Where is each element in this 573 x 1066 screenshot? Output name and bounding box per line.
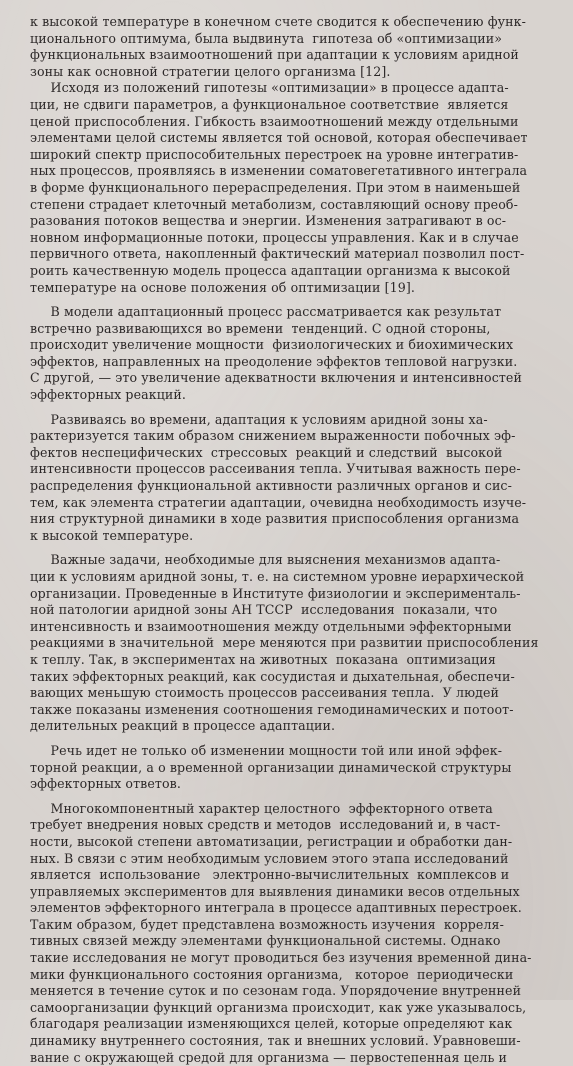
text-line: организации. Проведенные в Институте физиологии и эксперименталь- [30, 585, 521, 601]
text-line: ности, высокой степени автоматизации, регистрации и обработки дан- [30, 833, 513, 849]
text-line: происходит увеличение мощности физиологических и биохимических [30, 337, 514, 353]
text-line: рактеризуется таким образом снижением выраженности побочных эф- [30, 428, 516, 444]
text-line: управляемых экспериментов для выявления динамики весов отдельных [30, 883, 520, 899]
text-line: требует внедрения новых средств и методов исследований и, в част- [30, 817, 501, 833]
text-line: Развиваясь во времени, адаптация к условиям аридной зоны ха- [30, 411, 488, 427]
text-line: Многокомпонентный характер целостного эффекторного ответа [30, 800, 493, 816]
paragraph-important-tasks [30, 552, 563, 735]
text-line: Важные задачи, необходимые для выяснения механизмов адапта- [30, 552, 501, 568]
text-line: эффекторных ответов. [30, 776, 181, 792]
text-line: ных процессов, проявляясь в изменении соматовегетативного интеграла [30, 163, 528, 179]
text-line: функциональных взаимоотношений при адаптации к условиям аридной [30, 47, 519, 63]
paragraph-arid-zone-adaptation [30, 412, 563, 545]
text-line: элементов эффекторного интеграла в процессе адаптивных перестроек. [30, 900, 522, 916]
text-line: ных. В связи с этим необходимым условием этого этапа исследований [30, 850, 509, 866]
text-line: широкий спектр приспособительных перестроек на уровне интегратив- [30, 146, 519, 162]
text-line: мики функционального состояния организма, которое периодически [30, 966, 514, 982]
text-line: степени страдает клеточный метаболизм, составляющий основу преоб- [30, 196, 518, 212]
text-line: является использование электронно-вычислительных комплексов и [30, 867, 510, 883]
text-line: распределения функциональной активности различных органов и сис- [30, 478, 512, 494]
text-line: разования потоков вещества и энергии. Изменения затрагивают в ос- [30, 213, 507, 229]
text-line: эффектов, направленных на преодоление эффектов тепловой нагрузки. [30, 353, 518, 369]
paragraph-adaptation-model [30, 304, 563, 404]
text-line: эффекторных реакций. [30, 387, 187, 403]
text-line: зоны как основной стратегии целого организма [12]. [30, 63, 391, 79]
text-line: роить качественную модель процесса адаптации организма к высокой [30, 262, 511, 278]
text-line: Таким образом, будет представлена возможность изучения корреля- [30, 916, 504, 932]
text-line: ния структурной динамики в ходе развития приспособления организма [30, 511, 520, 527]
text-line: вающих меньшую стоимость процессов рассеивания тепла. У людей [30, 685, 500, 701]
text-line: реакциями в значительной мере меняются при развитии приспособления [30, 635, 539, 651]
text-line: ции, не сдвиги параметров, а функциональное соответствие является [30, 96, 509, 112]
text-line: ценой приспособления. Гибкость взаимоотношений между отдельными [30, 113, 519, 129]
text-line: первичного ответа, накопленный фактический материал позволил пост- [30, 246, 525, 262]
text-line: тивных связей между элементами функциональной системы. Однако [30, 933, 501, 949]
text-line: такие исследования не могут проводиться без изучения временной дина- [30, 950, 532, 966]
text-line: самоорганизации функций организма происходит, как уже указывалось, [30, 999, 527, 1015]
text-line: ционального оптимума, была выдвинута гипотеза об «оптимизации» [30, 30, 503, 46]
text-line: Исходя из положений гипотезы «оптимизации» в процессе адапта- [30, 80, 509, 96]
text-line: меняется в течение суток и по сезонам года. Упорядочение внутренней [30, 983, 522, 999]
text-line: торной реакции, а о временной организации динамической структуры [30, 759, 512, 775]
text-line: В модели адаптационный процесс рассматривается как результат [30, 304, 502, 320]
text-line: интенсивности процессов рассеивания тепла. Учитывая важность пере- [30, 461, 521, 477]
paragraph-temporal-organization [30, 743, 563, 793]
text-line: ной патологии аридной зоны АН ТССР исследования показали, что [30, 602, 498, 618]
text-line: делительных реакций в процессе адаптации. [30, 718, 336, 734]
paragraph-multicomponent-response [30, 801, 563, 1066]
text-line: С другой, — это увеличение адекватности включения и интенсивностей [30, 370, 522, 386]
text-line: ции к условиям аридной зоны, т. е. на системном уровне иерархической [30, 569, 525, 584]
text-line: динамику внутреннего состояния, так и внешних условий. Уравновеши- [30, 1033, 521, 1049]
paragraph-oxygen-optimum [30, 14, 563, 80]
text-line: благодаря реализации изменяющихся целей, которые определяют как [30, 1016, 513, 1032]
text-line: к высокой температуре. [30, 527, 194, 543]
text-line: температуре на основе положения об оптимизации [19]. [30, 279, 415, 295]
text-line: встречно развивающихся во времени тенденций. С одной стороны, [30, 320, 491, 336]
text-line: в форме функционального перераспределения. При этом в наименьшей [30, 179, 521, 195]
text-line: к высокой температуре в конечном счете сводится к обеспечению функ- [30, 14, 527, 29]
text-line: к теплу. Так, в экспериментах на животных показана оптимизация [30, 651, 496, 667]
text-line: вание с окружающей средой для организма — первостепенная цель и [30, 1049, 508, 1065]
paragraph-optimization-hypothesis [30, 80, 563, 296]
text-line: фектов неспецифических стрессовых реакций и следствий высокой [30, 444, 503, 460]
text-line: тем, как элемента стратегии адаптации, очевидна необходимость изуче- [30, 494, 527, 510]
text-line: элементами целой системы является той основой, которая обеспечивает [30, 130, 528, 146]
text-line: таких эффекторных реакций, как сосудистая и дыхательная, обеспечи- [30, 668, 515, 684]
text-line: Речь идет не только об изменении мощности той или иной эффек- [30, 742, 503, 758]
text-line: также показаны изменения соотношения гемодинамических и потоот- [30, 701, 514, 717]
text-line: новном информационные потоки, процессы управления. Как и в случае [30, 229, 519, 245]
text-line: интенсивность и взаимоотношения между отдельными эффекторными [30, 618, 512, 634]
